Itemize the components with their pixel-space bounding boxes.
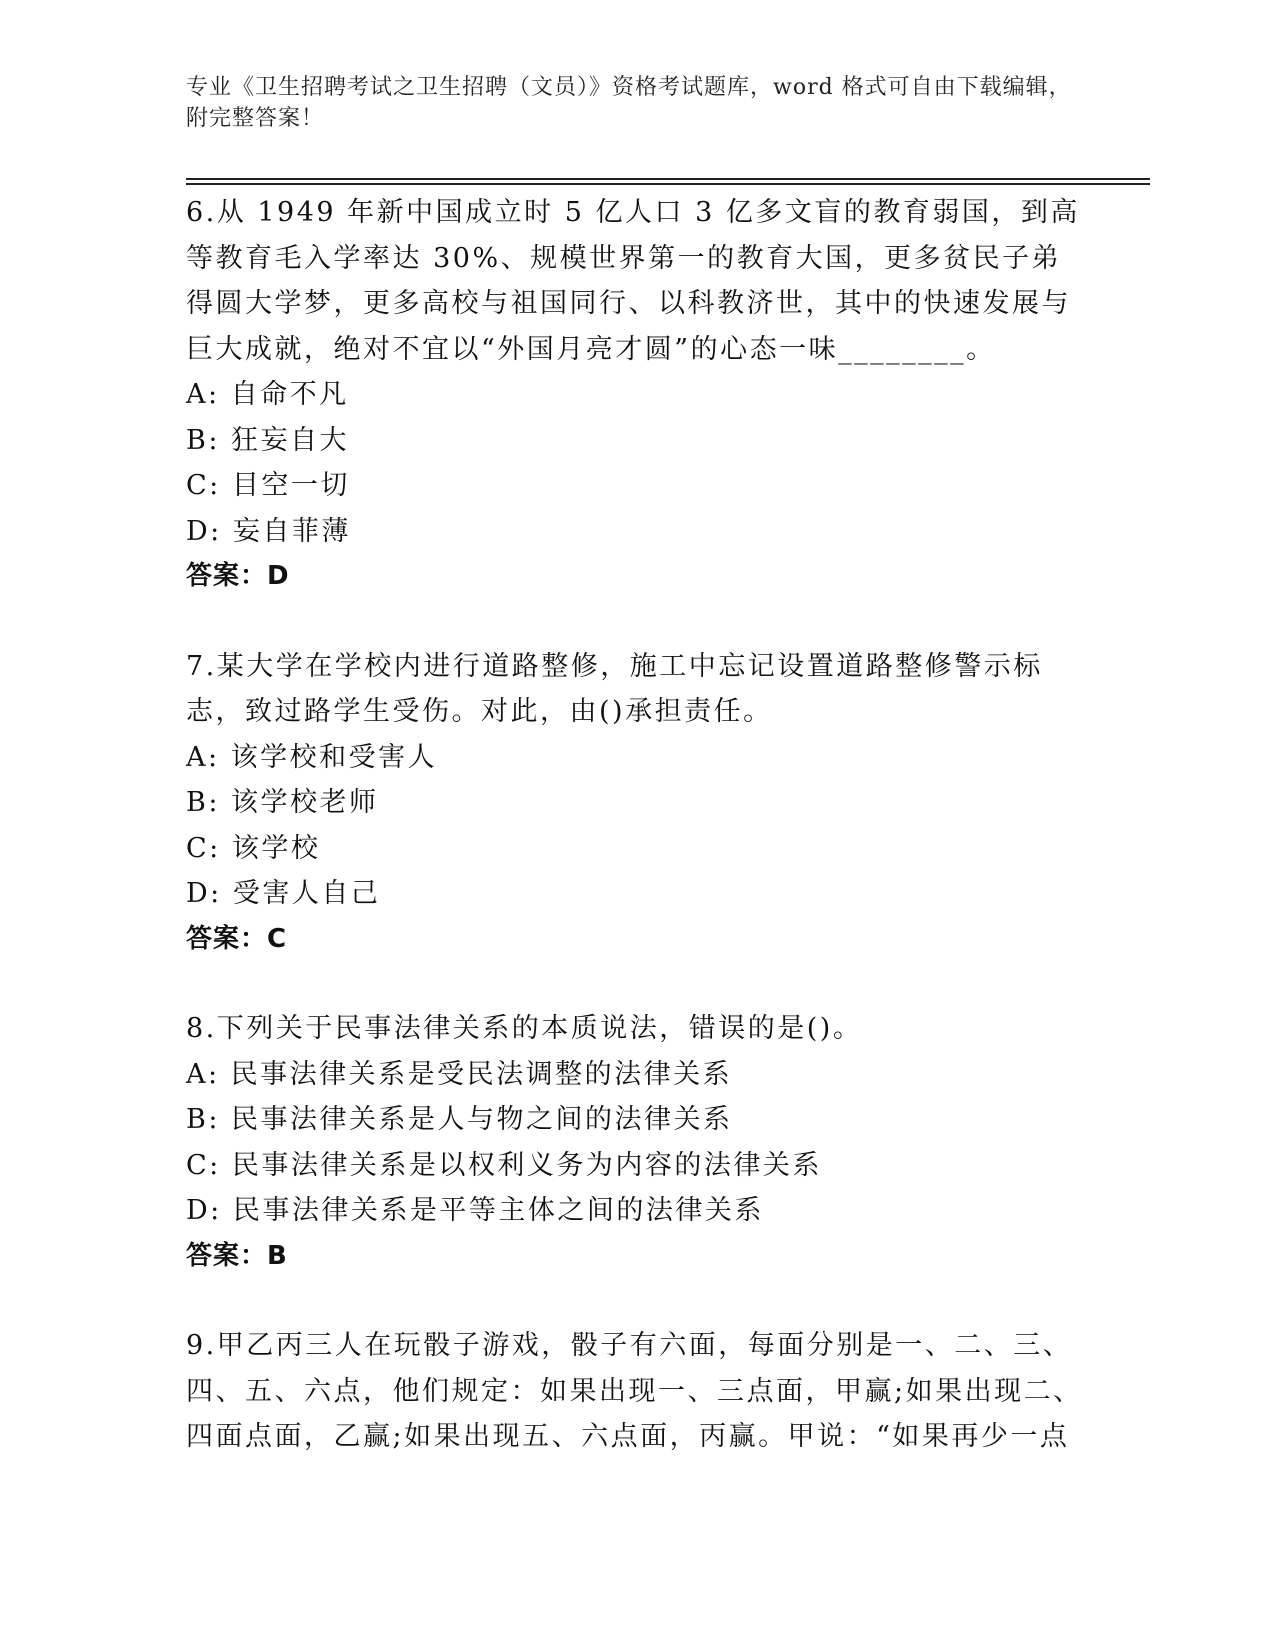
answer: 答案：B xyxy=(186,1240,288,1271)
option-a: A: 民事法律关系是受民法调整的法律关系 xyxy=(186,1058,733,1090)
question-list xyxy=(186,190,1086,1504)
question-6 xyxy=(186,190,1086,600)
answer: 答案：C xyxy=(186,923,288,954)
option-c: C: 该学校 xyxy=(186,832,321,864)
option-b: B: 该学校老师 xyxy=(186,787,379,818)
option-d: D: 受害人自己 xyxy=(186,878,381,909)
question-7 xyxy=(186,644,1086,963)
option-b: B: 狂妄自大 xyxy=(186,424,350,456)
question-text: 9.甲乙丙三人在玩骰子游戏，骰子有六面，每面分别是一、二、三、四、五、六点，他们规定：如果出现一、三点面，甲赢;如果出现二、四面点面，乙赢;如果出现五、六点面，丙赢。甲说：“如果再少一点 xyxy=(186,1330,1083,1452)
question-text: 6.从 1949 年新中国成立时 5 亿人口 3 亿多文盲的教育弱国，到高等教育毛入学率达 30%、规模世界第一的教育大国，更多贫民子弟得圆大学梦，更多高校与祖国同行、以科教济世，其中的快速发展与巨大成就，绝对不宜以“外国月亮才圆”的心态一味________。 xyxy=(186,197,1080,365)
option-c: C: 目空一切 xyxy=(186,470,350,501)
option-d: D: 妄自菲薄 xyxy=(186,515,351,547)
option-d: D: 民事法律关系是平等主体之间的法律关系 xyxy=(186,1195,764,1226)
header-divider-bottom xyxy=(186,183,1150,185)
option-a: A: 自命不凡 xyxy=(186,379,349,410)
option-c: C: 民事法律关系是以权利义务为内容的法律关系 xyxy=(186,1149,822,1181)
question-8 xyxy=(186,1006,1086,1279)
question-text: 7.某大学在学校内进行道路整修，施工中忘记设置道路整修警示标志，致过路学生受伤。对此，由()承担责任。 xyxy=(186,650,1043,727)
option-b: B: 民事法律关系是人与物之间的法律关系 xyxy=(186,1104,733,1135)
question-text: 8.下列关于民事法律关系的本质说法，错误的是()。 xyxy=(186,1013,863,1044)
document-header: 专业《卫生招聘考试之卫生招聘（文员）》资格考试题库，word 格式可自由下载编辑，附完整答案！ xyxy=(186,75,1072,131)
option-a: A: 该学校和受害人 xyxy=(186,741,438,773)
answer: 答案：D xyxy=(186,561,290,591)
header-divider-top xyxy=(186,178,1150,180)
question-9 xyxy=(186,1323,1086,1460)
